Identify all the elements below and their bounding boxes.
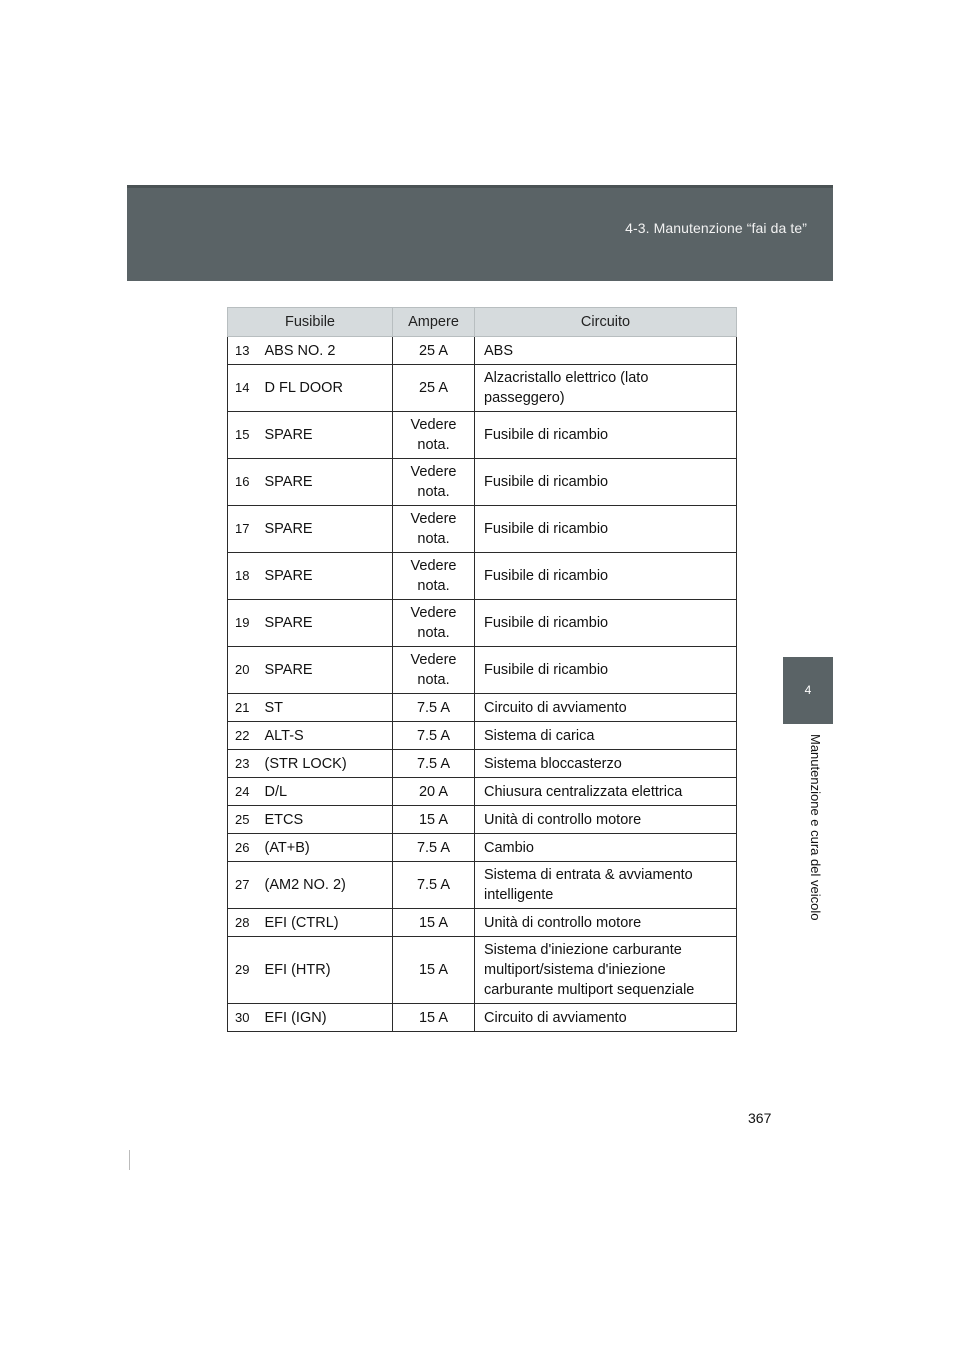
fuse-number: 15 [228, 412, 261, 459]
fuse-name: EFI (IGN) [261, 1004, 393, 1032]
fuse-number: 21 [228, 694, 261, 722]
header-topline [127, 185, 833, 188]
fuse-circuit: Fusibile di ricambio [475, 647, 737, 694]
fuse-ampere: Vedere nota. [393, 506, 475, 553]
fuse-name: SPARE [261, 553, 393, 600]
table-row [228, 937, 737, 1004]
fuse-number: 27 [228, 862, 261, 909]
fuse-number: 26 [228, 834, 261, 862]
header-ampere: Ampere [393, 308, 475, 337]
fuse-name: SPARE [261, 600, 393, 647]
table-row [228, 1004, 737, 1032]
table-row [228, 750, 737, 778]
fuse-number: 18 [228, 553, 261, 600]
table-row [228, 553, 737, 600]
fuse-circuit: Fusibile di ricambio [475, 600, 737, 647]
fuse-ampere: 15 A [393, 1004, 475, 1032]
fuse-number: 17 [228, 506, 261, 553]
fuse-number: 30 [228, 1004, 261, 1032]
fuse-ampere: 15 A [393, 937, 475, 1004]
fuse-name: ALT-S [261, 722, 393, 750]
table-row [228, 459, 737, 506]
fuse-ampere: Vedere nota. [393, 412, 475, 459]
fuse-circuit: Sistema d'iniezione carburante multiport/sistema d'iniezione carburante multiport sequenziale [475, 937, 737, 1004]
fuse-ampere: 7.5 A [393, 834, 475, 862]
fuse-circuit: Alzacristallo elettrico (lato passeggero) [475, 365, 737, 412]
fuse-name: SPARE [261, 412, 393, 459]
header-band [127, 185, 833, 281]
table-row [228, 506, 737, 553]
fuse-number: 14 [228, 365, 261, 412]
fuse-ampere: 15 A [393, 909, 475, 937]
fuse-circuit: Fusibile di ricambio [475, 553, 737, 600]
fuse-circuit: Unità di controllo motore [475, 806, 737, 834]
fuse-circuit: Chiusura centralizzata elettrica [475, 778, 737, 806]
fuse-name: (STR LOCK) [261, 750, 393, 778]
fuse-number: 13 [228, 337, 261, 365]
fuse-ampere: 7.5 A [393, 750, 475, 778]
fuse-circuit: Fusibile di ricambio [475, 459, 737, 506]
table-row [228, 600, 737, 647]
fuse-circuit: Cambio [475, 834, 737, 862]
table-header-row [228, 308, 737, 337]
fuse-number: 29 [228, 937, 261, 1004]
fuse-ampere: Vedere nota. [393, 600, 475, 647]
fuse-name: SPARE [261, 506, 393, 553]
fuse-name: ETCS [261, 806, 393, 834]
fuse-ampere: 7.5 A [393, 722, 475, 750]
fuse-ampere: Vedere nota. [393, 459, 475, 506]
chapter-number: 4 [804, 683, 812, 697]
fuse-ampere: 25 A [393, 337, 475, 365]
fuse-ampere: 25 A [393, 365, 475, 412]
fuse-circuit: Sistema bloccasterzo [475, 750, 737, 778]
fuse-number: 16 [228, 459, 261, 506]
fuse-circuit: Fusibile di ricambio [475, 412, 737, 459]
section-title: 4-3. Manutenzione “fai da te” [625, 220, 807, 236]
fuse-ampere: 7.5 A [393, 694, 475, 722]
fuse-circuit: Sistema di entrata & avviamento intelligente [475, 862, 737, 909]
fuse-number: 23 [228, 750, 261, 778]
fuse-number: 25 [228, 806, 261, 834]
fuse-name: D FL DOOR [261, 365, 393, 412]
table-row [228, 834, 737, 862]
fuse-circuit: Sistema di carica [475, 722, 737, 750]
fuse-number: 20 [228, 647, 261, 694]
header-circuit: Circuito [475, 308, 737, 337]
table-row [228, 862, 737, 909]
header-fuse: Fusibile [228, 308, 393, 337]
fuse-ampere: Vedere nota. [393, 647, 475, 694]
fuse-name: (AM2 NO. 2) [261, 862, 393, 909]
fuse-number: 19 [228, 600, 261, 647]
table-row [228, 694, 737, 722]
fuse-name: (AT+B) [261, 834, 393, 862]
chapter-label: Manutenzione e cura del veicolo [808, 734, 823, 921]
fuse-ampere: 15 A [393, 806, 475, 834]
fuse-name: ABS NO. 2 [261, 337, 393, 365]
fuse-name: D/L [261, 778, 393, 806]
fuse-name: EFI (HTR) [261, 937, 393, 1004]
table-row [228, 337, 737, 365]
fuse-number: 22 [228, 722, 261, 750]
chapter-tab [783, 657, 833, 724]
fuse-name: SPARE [261, 647, 393, 694]
table-row [228, 365, 737, 412]
crop-mark [129, 1150, 130, 1170]
fuse-ampere: Vedere nota. [393, 553, 475, 600]
table-row [228, 412, 737, 459]
fuse-circuit: Unità di controllo motore [475, 909, 737, 937]
fuse-name: ST [261, 694, 393, 722]
fuse-name: EFI (CTRL) [261, 909, 393, 937]
fuse-circuit: Fusibile di ricambio [475, 506, 737, 553]
fuse-circuit: Circuito di avviamento [475, 694, 737, 722]
table-row [228, 909, 737, 937]
table-row [228, 778, 737, 806]
fuse-ampere: 7.5 A [393, 862, 475, 909]
fuse-number: 28 [228, 909, 261, 937]
fuse-circuit: ABS [475, 337, 737, 365]
table-row [228, 806, 737, 834]
page-number: 367 [748, 1110, 772, 1126]
fuse-circuit: Circuito di avviamento [475, 1004, 737, 1032]
table-row [228, 647, 737, 694]
fuse-ampere: 20 A [393, 778, 475, 806]
table-row [228, 722, 737, 750]
fuse-table [227, 307, 737, 1032]
fuse-name: SPARE [261, 459, 393, 506]
fuse-number: 24 [228, 778, 261, 806]
